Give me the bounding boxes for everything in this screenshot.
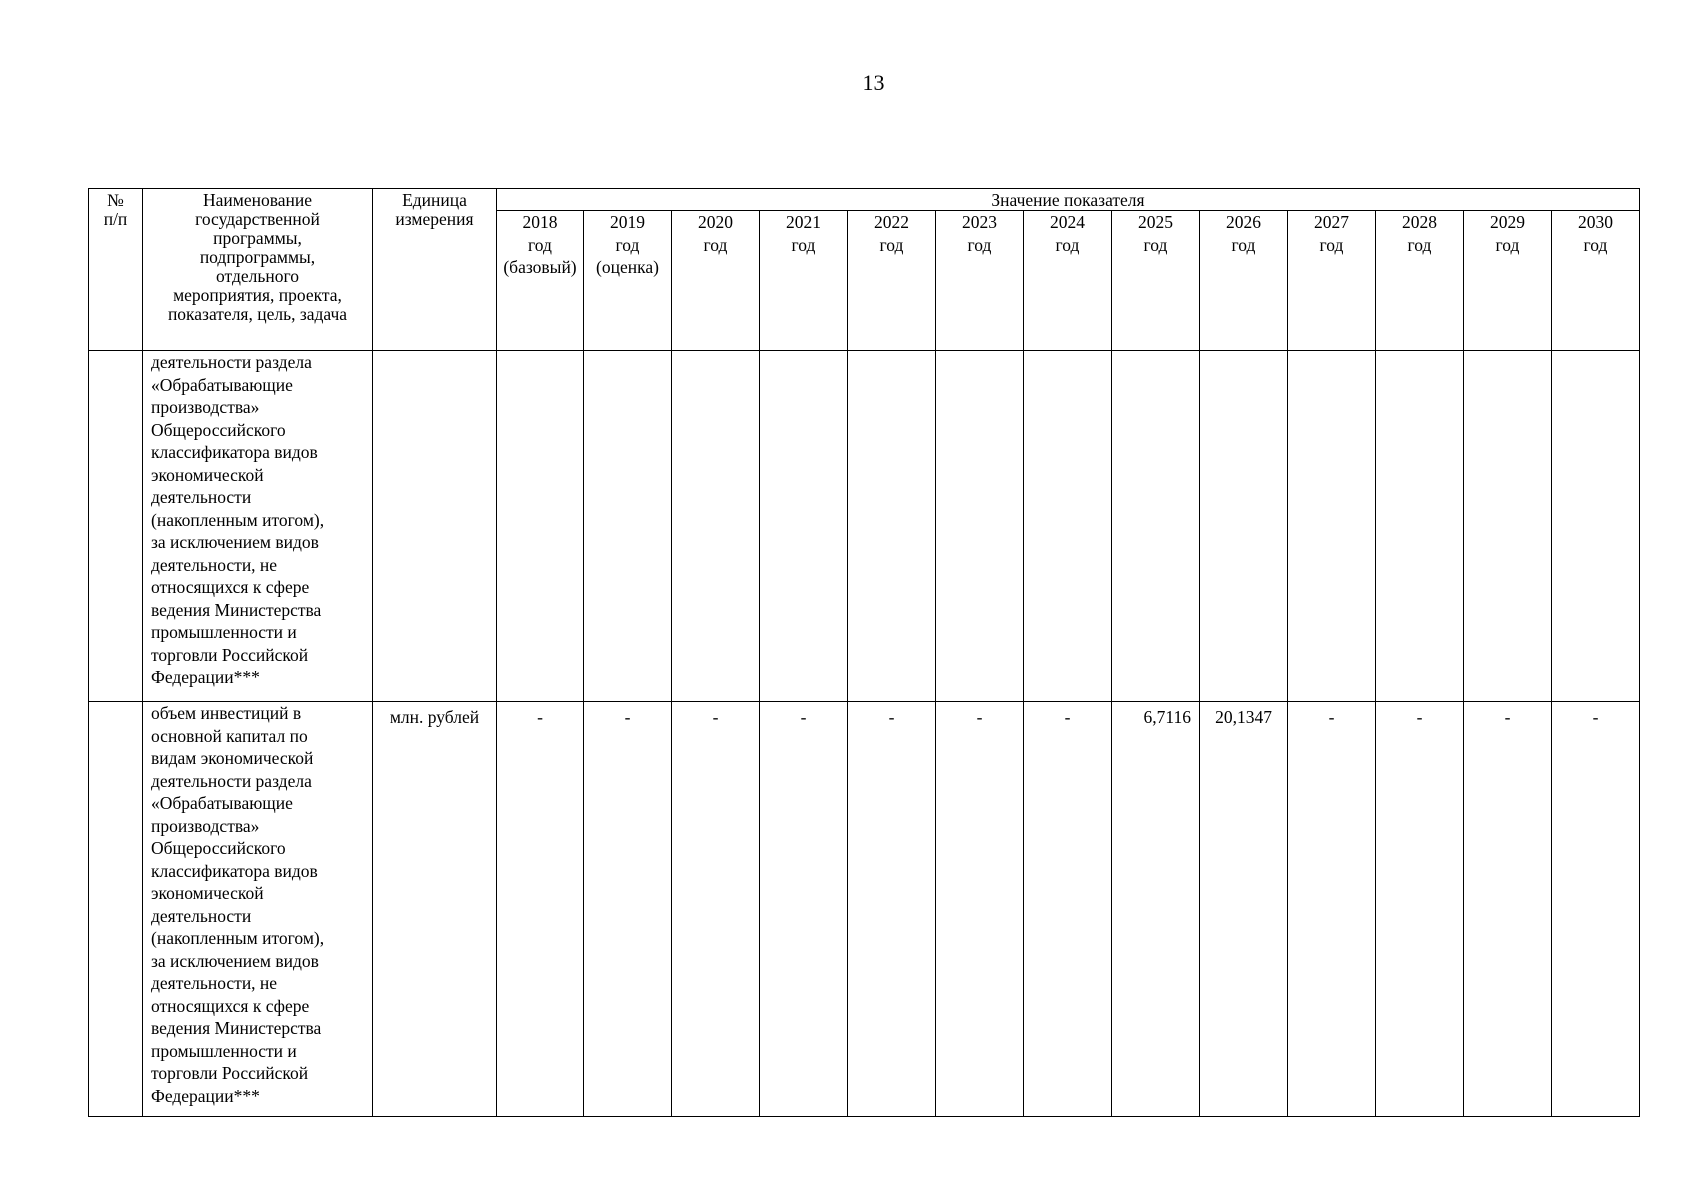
header-year-2030: 2030 год — [1552, 211, 1640, 351]
value-2025 — [1112, 351, 1200, 702]
header-year-2020: 2020 год — [672, 211, 760, 351]
value-2022: - — [848, 702, 936, 1117]
row-name: деятельности раздела «Обрабатывающие производства» Общероссийского классификатора видов экономической деятельности (накопленным итогом), за исключением видов деятельности, не относящихся к сфере ведения Министерства промышленности и торговли Российской Федерации*** — [143, 351, 373, 702]
value-2030: - — [1552, 702, 1640, 1117]
value-2021 — [760, 351, 848, 702]
table-row — [89, 351, 1640, 702]
header-year-2022: 2022 год — [848, 211, 936, 351]
header-unit: Единица измерения — [373, 189, 497, 351]
row-unit — [373, 351, 497, 702]
header-year-2023: 2023 год — [936, 211, 1024, 351]
value-2021: - — [760, 702, 848, 1117]
value-2025: 6,7116 — [1112, 702, 1200, 1117]
header-name: Наименование государственной программы, подпрограммы, отдельного мероприятия, проекта, показателя, цель, задача — [143, 189, 373, 351]
value-2028: - — [1376, 702, 1464, 1117]
header-year-2025: 2025 год — [1112, 211, 1200, 351]
value-2023 — [936, 351, 1024, 702]
header-year-2021: 2021 год — [760, 211, 848, 351]
value-2028 — [1376, 351, 1464, 702]
table-row — [89, 702, 1640, 1117]
value-2026 — [1200, 351, 1288, 702]
row-unit: млн. рублей — [373, 702, 497, 1117]
header-year-2024: 2024 год — [1024, 211, 1112, 351]
value-2024 — [1024, 351, 1112, 702]
header-indicator-value: Значение показателя — [497, 189, 1640, 211]
header-year-2019: 2019 год (оценка) — [584, 211, 672, 351]
value-2018: - — [497, 702, 584, 1117]
value-2029 — [1464, 351, 1552, 702]
value-2020: - — [672, 702, 760, 1117]
value-2027: - — [1288, 702, 1376, 1117]
row-num — [89, 351, 143, 702]
value-2029: - — [1464, 702, 1552, 1117]
header-year-2029: 2029 год — [1464, 211, 1552, 351]
header-year-2027: 2027 год — [1288, 211, 1376, 351]
header-year-2026: 2026 год — [1200, 211, 1288, 351]
value-2030 — [1552, 351, 1640, 702]
row-num — [89, 702, 143, 1117]
header-num: № п/п — [89, 189, 143, 351]
value-2024: - — [1024, 702, 1112, 1117]
value-2019 — [584, 351, 672, 702]
value-2019: - — [584, 702, 672, 1117]
header-year-2028: 2028 год — [1376, 211, 1464, 351]
value-2022 — [848, 351, 936, 702]
page-number: 13 — [862, 70, 885, 95]
value-2026: 20,1347 — [1200, 702, 1288, 1117]
header-year-2018: 2018 год (базовый) — [497, 211, 584, 351]
row-name: объем инвестиций в основной капитал по видам экономической деятельности раздела «Обрабатывающие производства» Общероссийского классификатора видов экономической деятельности (накопленным итогом), за исключением видов деятельности, не относящихся к сфере ведения Министерства промышленности и торговли Российской Федерации*** — [143, 702, 373, 1117]
value-2027 — [1288, 351, 1376, 702]
value-2018 — [497, 351, 584, 702]
indicator-table — [88, 188, 1640, 1117]
value-2020 — [672, 351, 760, 702]
value-2023: - — [936, 702, 1024, 1117]
